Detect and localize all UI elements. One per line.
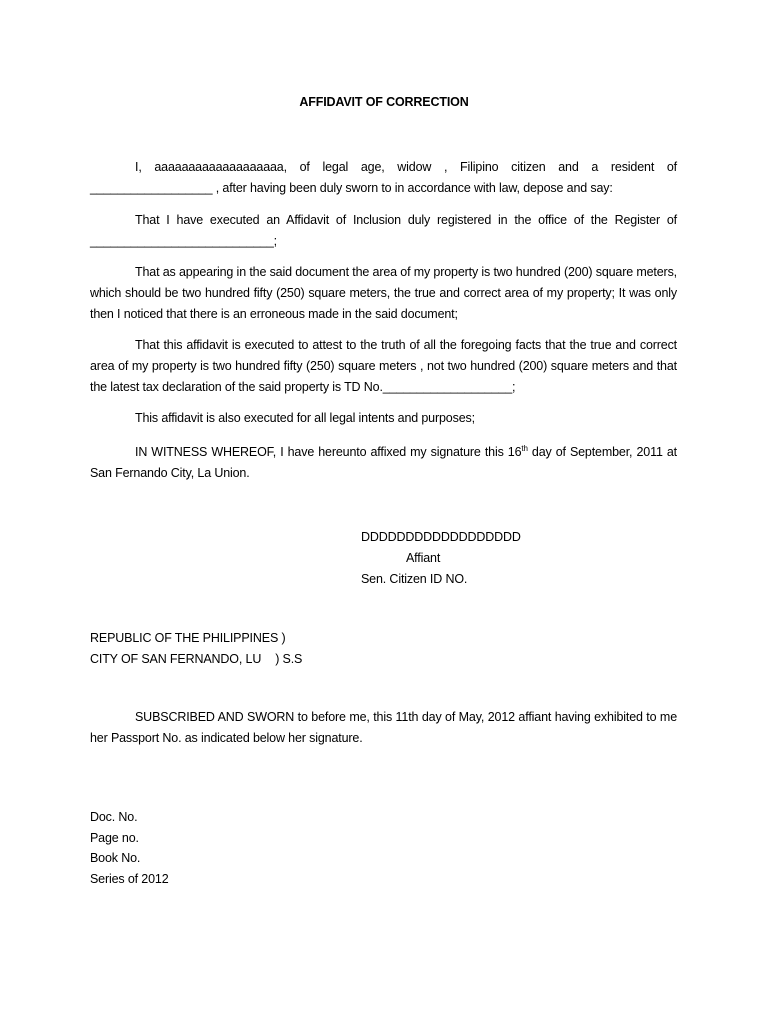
venue-republic: REPUBLIC OF THE PHILIPPINES ) [90,631,286,645]
notarial-page-no: Page no. [90,831,139,845]
venue-city [90,649,302,670]
paragraph-legal-intents: This affidavit is also executed for all legal intents and purposes; [135,411,475,425]
affiant-name: DDDDDDDDDDDDDDDDDD [361,530,521,544]
affiant-id-line: Sen. Citizen ID NO. [361,572,468,586]
paragraph-jurat: SUBSCRIBED AND SWORN to before me, this 11th day of May, 2012 affiant having exhibited to me her Passport No. as indicated below her signature. [90,710,677,745]
venue-ss: ) S.S [275,652,303,666]
paragraph-affiant-intro: I, aaaaaaaaaaaaaaaaaaa, of legal age, widow , Filipino citizen and a resident of __________________ , after having been duly sworn to in accordance with law, depose and say: [90,160,677,195]
paragraph-attestation: That this affidavit is executed to attest to the truth of all the foregoing facts that the true and correct area of my property is two hundred fifty (250) square meters , not two hundred (200) square meters and that the latest tax declaration of the said property is TD No.___________________; [90,338,677,394]
paragraph-affidavit-inclusion: That I have executed an Affidavit of Inclusion duly registered in the office of the Register of ___________________________; [90,213,677,248]
notarial-book-no: Book No. [90,851,141,865]
affiant-label: Affiant [406,551,441,565]
witness-text-before: IN WITNESS WHEREOF, I have hereunto affixed my signature this 16 [135,445,522,459]
notarial-series: Series of 2012 [90,872,169,886]
notarial-doc-no: Doc. No. [90,810,138,824]
document-title: AFFIDAVIT OF CORRECTION [299,95,469,109]
paragraph-in-witness [90,442,677,484]
witness-date-suffix: th [521,443,528,453]
paragraph-area-discrepancy: That as appearing in the said document the area of my property is two hundred (200) square meters, which should be two hundred fifty (250) square meters, the true and correct area of my property; It was only then I noticed that there is an erroneous made in the said document; [90,265,677,321]
venue-city-name: CITY OF SAN FERNANDO, LU [90,652,262,666]
witness-text-after: day of September, 2011 at San Fernando City, La Union. [90,445,677,480]
